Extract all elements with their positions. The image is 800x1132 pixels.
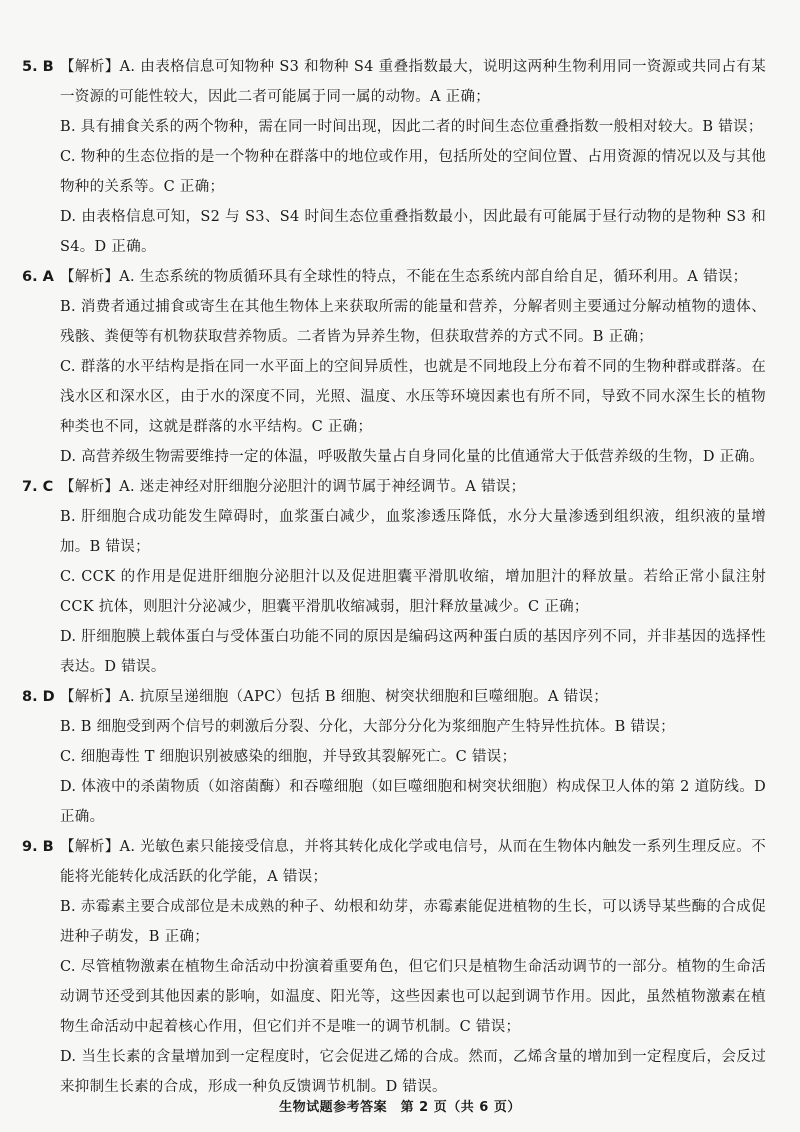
question-explanation xyxy=(60,682,766,832)
explanation-d: D. 肝细胞膜上载体蛋白与受体蛋白功能不同的原因是编码这两种蛋白质的基因序列不同，并非基因的选择性表达。D 错误。 xyxy=(60,629,766,675)
question-explanation xyxy=(60,832,766,1102)
explanation-b: B. 具有捕食关系的两个物种，需在同一时间出现，因此二者的时间生态位重叠指数一般相对较大。B 错误； xyxy=(60,119,763,135)
explanation-d: D. 体液中的杀菌物质（如溶菌酶）和吞噬细胞（如巨噬细胞和树突状细胞）构成保卫人体的第 2 道防线。D 正确。 xyxy=(60,779,766,825)
question-number: 7. C xyxy=(22,479,54,495)
explanation-b: B. 赤霉素主要合成部位是未成熟的种子、幼根和幼芽，赤霉素能促进植物的生长，可以诱导某些酶的合成促进种子萌发，B 正确； xyxy=(60,899,766,945)
question-7 xyxy=(22,472,766,682)
explanation-d: D. 当生长素的含量增加到一定程度时，它会促进乙烯的合成。然而，乙烯含量的增加到一定程度后，会反过来抑制生长素的合成，形成一种负反馈调节机制。D 错误。 xyxy=(60,1049,766,1095)
explanation-d: D. 由表格信息可知，S2 与 S3、S4 时间生态位重叠指数最小，因此最有可能属于昼行动物的是物种 S3 和 S4。D 正确。 xyxy=(60,209,766,255)
explanation-a: 【解析】A. 迷走神经对肝细胞分泌胆汁的调节属于神经调节。A 错误； xyxy=(60,479,526,495)
explanation-a: 【解析】A. 由表格信息可知物种 S3 和物种 S4 重叠指数最大，说明这两种生物利用同一资源或共同占有某一资源的可能性较大，因此二者可能属于同一属的动物。A 正确； xyxy=(60,59,766,105)
question-8 xyxy=(22,682,766,832)
question-number: 9. B xyxy=(22,839,54,855)
explanation-c: C. 物种的生态位指的是一个物种在群落中的地位或作用，包括所处的空间位置、占用资源的情况以及与其他物种的关系等。C 正确； xyxy=(60,149,766,195)
question-explanation xyxy=(60,262,766,472)
explanation-c: C. CCK 的作用是促进肝细胞分泌胆汁以及促进胆囊平滑肌收缩，增加胆汁的释放量。若给正常小鼠注射 CCK 抗体，则胆汁分泌减少，胆囊平滑肌收缩减弱，胆汁释放量减少。C 正确； xyxy=(60,569,766,615)
explanation-d: D. 高营养级生物需要维持一定的体温，呼吸散失量占自身同化量的比值通常大于低营养级的生物，D 正确。 xyxy=(60,449,765,465)
question-number: 6. A xyxy=(22,269,54,285)
question-5 xyxy=(22,52,766,262)
question-explanation xyxy=(60,52,766,262)
explanation-a: 【解析】A. 抗原呈递细胞（APC）包括 B 细胞、树突状细胞和巨噬细胞。A 错误； xyxy=(60,689,609,705)
explanation-a: 【解析】A. 生态系统的物质循环具有全球性的特点，不能在生态系统内部自给自足，循环利用。A 错误； xyxy=(60,269,748,285)
question-explanation xyxy=(60,472,766,682)
question-number: 5. B xyxy=(22,59,54,75)
explanation-a: 【解析】A. 光敏色素只能接受信息，并将其转化成化学或电信号，从而在生物体内触发一系列生理反应。不能将光能转化成活跃的化学能，A 错误； xyxy=(60,839,766,885)
page-footer: 生物试题参考答案 第 2 页（共 6 页） xyxy=(279,1100,521,1115)
explanation-c: C. 细胞毒性 T 细胞识别被感染的细胞，并导致其裂解死亡。C 错误； xyxy=(60,749,517,765)
explanation-c: C. 群落的水平结构是指在同一水平面上的空间异质性，也就是不同地段上分布着不同的生物种群或群落。在浅水区和深水区，由于水的深度不同，光照、温度、水压等环境因素也有所不同，导致不同水深生长的植物种类也不同，这就是群落的水平结构。C 正确； xyxy=(60,359,766,435)
question-6 xyxy=(22,262,766,472)
explanation-b: B. 肝细胞合成功能发生障碍时，血浆蛋白减少，血浆渗透压降低，水分大量渗透到组织液，组织液的量增加。B 错误； xyxy=(60,509,766,555)
question-9 xyxy=(22,832,766,1102)
explanation-c: C. 尽管植物激素在植物生命活动中扮演着重要角色，但它们只是植物生命活动调节的一部分。植物的生命活动调节还受到其他因素的影响，如温度、阳光等，这些因素也可以起到调节作用。因此，虽然植物激素在植物生命活动中起着核心作用，但它们并不是唯一的调节机制。C 错误； xyxy=(60,959,766,1035)
explanation-b: B. B 细胞受到两个信号的刺激后分裂、分化，大部分分化为浆细胞产生特异性抗体。B 错误； xyxy=(60,719,675,735)
question-number: 8. D xyxy=(22,689,55,705)
explanation-b: B. 消费者通过捕食或寄生在其他生物体上来获取所需的能量和营养，分解者则主要通过分解动植物的遗体、残骸、粪便等有机物获取营养物质。二者皆为异养生物，但获取营养的方式不同。B 正确； xyxy=(60,299,766,345)
